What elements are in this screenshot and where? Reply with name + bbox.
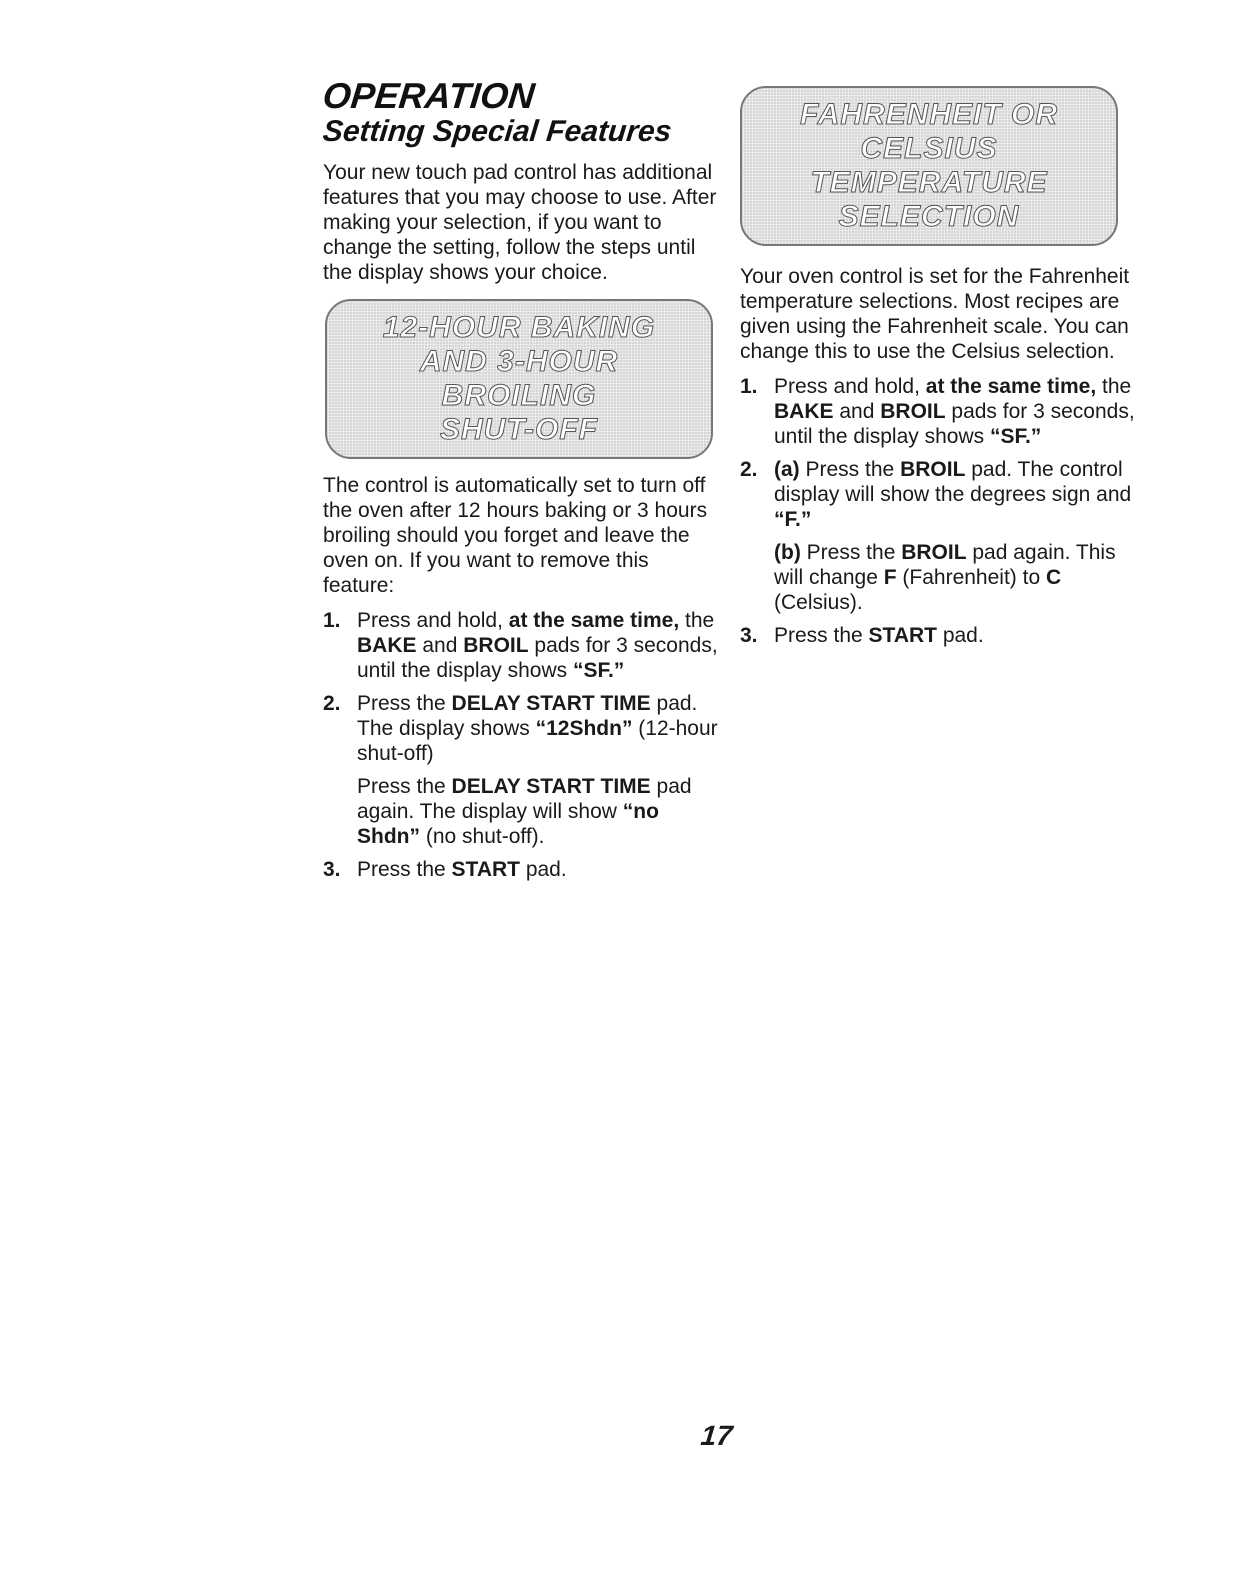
step-3 [740, 623, 1135, 648]
step-text: pad. The control display will show the degrees sign and [774, 458, 1132, 506]
fahrenheit-label: F [883, 566, 897, 589]
step-bold: at the same time, [925, 375, 1097, 398]
step-text: pad. [519, 858, 567, 881]
step-text: and [833, 400, 881, 423]
banner-line: AND 3-HOUR BROILING [419, 345, 619, 412]
section-title: OPERATION [320, 75, 537, 116]
temperature-banner [740, 86, 1118, 246]
step-text: pad again. The display will show [357, 775, 692, 823]
step-1 [740, 374, 1135, 449]
delay-start-label: DELAY START TIME [451, 692, 651, 715]
page-number: 17 [699, 1420, 734, 1451]
shutoff-paragraph: The control is automatically set to turn off the oven after 12 hours baking or 3 hours broiling should you forget and leave the oven on. If you want to remove this feature: [323, 474, 708, 597]
display-code: “SF.” [572, 659, 625, 682]
left-column [320, 75, 718, 890]
step-text: Press the [357, 692, 452, 715]
display-code: “F.” [774, 508, 812, 531]
broil-label: BROIL [880, 400, 946, 423]
step-2b [740, 540, 1135, 615]
step-text: pad. [936, 624, 984, 647]
step-number: 2. [323, 692, 341, 715]
step-1 [323, 608, 718, 683]
broil-label: BROIL [900, 458, 966, 481]
step-text: (no shut-off). [420, 825, 545, 848]
step-text: pads for 3 seconds, until the display shows [357, 634, 718, 682]
bake-label: BAKE [774, 400, 834, 423]
step-number: 1. [740, 375, 758, 398]
step-text: Press the [799, 458, 901, 481]
step-text: the [679, 609, 715, 632]
start-label: START [451, 858, 520, 881]
step-text: the [1096, 375, 1132, 398]
step-text: pad again. This will change [774, 541, 1116, 589]
step-number: 3. [740, 624, 758, 647]
step-bold: at the same time, [508, 609, 680, 632]
delay-start-label: DELAY START TIME [451, 775, 651, 798]
celsius-label: C [1045, 566, 1062, 589]
step-text: Press and hold, [357, 609, 509, 632]
step-2a [740, 457, 1135, 532]
step-text: Press the [357, 858, 452, 881]
intro-paragraph: Your new touch pad control has additional features that you may choose to use. After making your selection, if you want to change the setting, follow the steps until the display shows your choice. [323, 161, 717, 284]
display-code: “12Shdn” [535, 717, 633, 740]
shutoff-steps [323, 608, 718, 882]
shutoff-banner [325, 299, 713, 459]
step-number: 1. [323, 609, 341, 632]
display-code: “SF.” [989, 425, 1042, 448]
broil-label: BROIL [901, 541, 967, 564]
broil-label: BROIL [463, 634, 529, 657]
step-3 [323, 857, 718, 882]
temperature-steps [740, 374, 1135, 648]
step-text: pads for 3 seconds, until the display shows [774, 400, 1135, 448]
step-text: and [416, 634, 464, 657]
display-code: “no Shdn” [357, 800, 659, 848]
right-column [740, 86, 1135, 656]
step-text: Press the [357, 775, 452, 798]
temperature-intro: Your oven control is set for the Fahrenheit temperature selections. Most recipes are given using the Fahrenheit scale. You can change this to use the Celsius selection. [740, 265, 1130, 363]
substep-label: (b) [774, 541, 801, 564]
banner-line: TEMPERATURE SELECTION [810, 166, 1048, 233]
step-text: Press the [800, 541, 902, 564]
step-number: 2. [740, 458, 758, 481]
step-2-continued [323, 774, 718, 849]
step-text: Press the [774, 624, 869, 647]
step-text: pad. The display shows [357, 692, 698, 740]
step-text: (12-hour shut-off) [357, 717, 718, 765]
step-text: (Celsius). [774, 591, 863, 614]
step-2 [323, 691, 718, 766]
banner-line: 12-HOUR BAKING [382, 311, 656, 344]
step-number: 3. [323, 858, 341, 881]
substep-label: (a) [774, 458, 800, 481]
start-label: START [868, 624, 937, 647]
section-subtitle: Setting Special Features [321, 115, 674, 148]
step-text: (Fahrenheit) to [896, 566, 1046, 589]
bake-label: BAKE [357, 634, 417, 657]
step-text: Press and hold, [774, 375, 926, 398]
banner-line: FAHRENHEIT OR CELSIUS [799, 98, 1058, 165]
banner-line: SHUT-OFF [440, 413, 598, 446]
